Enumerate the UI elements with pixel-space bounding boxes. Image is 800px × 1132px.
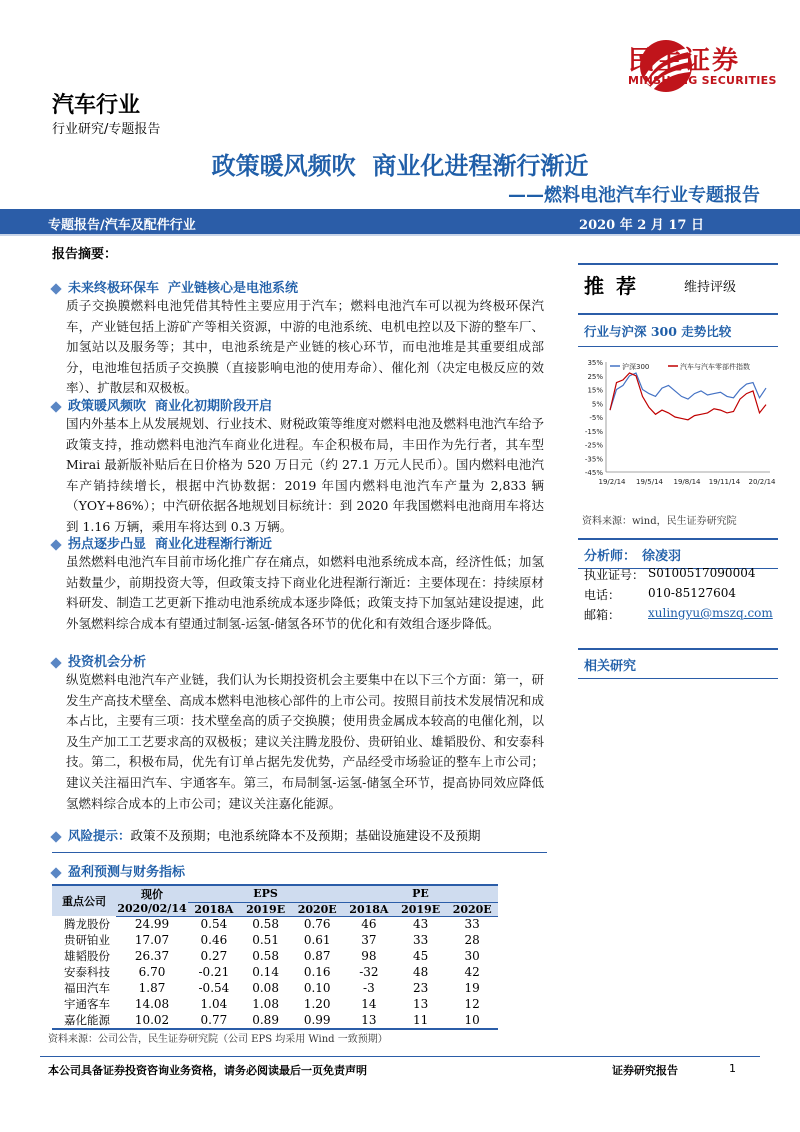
risk-label: 风险提示： <box>68 828 131 843</box>
table-cell: 0.76 <box>303 917 331 932</box>
report-date: 2020 年 2 月 17 日 <box>579 218 704 233</box>
col-header: 2019E <box>240 902 292 916</box>
col-header: 2018A <box>188 902 240 916</box>
legend-label: 沪深300 <box>622 363 650 371</box>
section-body: 纵览燃料电池汽车产业链，我们认为长期投资机会主要集中在以下三个方面：第一，研发生产高技术壁垒、高成本燃料电池核心部件的上市公司。按照目前技术发展情况和成本占比，主要有三项：技术壁垒高的质子交换膜；使用贵金属成本较高的电催化剂，以及生产加工工艺要求高的双极板；建议关注腾龙股份、贵研铂业、雄韬股份、和安泰科技。第二，积极布局，优先有订单占据先发优势，产品经受市场验证的整车上市公司；建议关注福田汽车、宇通客车。第三，布局制氢-运氢-储氢全环节，提高协同效应降低氢燃料综合成本的上市公司；建议关注嘉化能源。 <box>66 672 544 811</box>
x-tick-label: 19/11/14 <box>708 478 741 486</box>
report-category: 专题报告/汽车及配件行业 <box>48 218 196 233</box>
company-name-cell: 安泰科技 <box>64 965 110 979</box>
section-title: 政策暖风频吹 商业化初期阶段开启 <box>68 399 273 414</box>
table-cell: 0.46 <box>200 933 228 947</box>
col-header: PE <box>343 885 498 902</box>
table-cell: 13 <box>412 997 429 1011</box>
table-cell: 0.61 <box>303 933 331 947</box>
analyst-label: 分析师： <box>584 549 637 564</box>
phone-value: 010-85127604 <box>648 586 737 600</box>
table-cell: 6.70 <box>138 965 166 979</box>
series-line-1 <box>610 373 766 420</box>
table-row <box>52 916 498 932</box>
diamond-bullet-icon <box>50 283 61 294</box>
table-cell: 1.08 <box>252 997 279 1011</box>
diamond-bullet-icon <box>50 539 61 550</box>
table-cell: 1.20 <box>303 997 331 1011</box>
divider <box>52 852 547 853</box>
col-header: 2018A <box>343 902 395 916</box>
rating-note: 维持评级 <box>684 280 737 295</box>
table-cell: 1.04 <box>200 997 228 1011</box>
table-cell: 10 <box>446 1012 498 1029</box>
table-cell: 26.37 <box>134 949 170 963</box>
table-cell: 0.08 <box>252 981 279 995</box>
table-cell: -0.54 <box>198 981 230 995</box>
table-cell: 33 <box>464 917 480 932</box>
table-cell: -32 <box>359 965 379 979</box>
company-name-cell: 雄韬股份 <box>64 949 110 963</box>
page-number: 1 <box>729 1062 736 1075</box>
email-label: 邮箱： <box>584 608 621 622</box>
diamond-bullet-icon <box>50 401 61 412</box>
table-cell: 0.58 <box>252 917 279 932</box>
company-name-cell: 宇通客车 <box>64 997 110 1011</box>
table-cell: 28 <box>464 933 480 947</box>
table-cell: 0.77 <box>188 1012 240 1029</box>
table-cell: 13 <box>343 1012 395 1029</box>
table-cell: 0.16 <box>303 965 331 979</box>
table-cell: 42 <box>464 965 480 979</box>
company-name-cell: 嘉化能源 <box>52 1012 116 1029</box>
report-subtitle: ——燃料电池汽车行业专题报告 <box>508 185 760 206</box>
col-header: 现价 <box>116 885 188 902</box>
table-row <box>52 1012 498 1029</box>
table-cell: 0.99 <box>291 1012 343 1029</box>
section-heading <box>52 395 272 414</box>
table-row <box>52 980 498 996</box>
company-name-cell: 腾龙股份 <box>64 917 110 931</box>
table-cell: 12 <box>464 997 480 1011</box>
footer-divider <box>40 1056 760 1057</box>
y-tick-label: 15% <box>587 386 603 395</box>
diamond-bullet-icon <box>50 831 61 842</box>
y-tick-label: -45% <box>584 469 603 477</box>
section-heading <box>52 533 272 552</box>
table-cell: 37 <box>361 933 377 947</box>
table-cell: 48 <box>412 965 429 979</box>
table-row <box>52 932 498 948</box>
table-cell: 45 <box>412 949 429 963</box>
table-cell: 98 <box>361 949 377 963</box>
financial-table <box>52 884 498 1030</box>
y-tick-label: 5% <box>591 400 603 409</box>
table-cell: 17.07 <box>134 933 170 947</box>
report-type: 行业研究/专题报告 <box>52 122 161 137</box>
y-tick-label: 35% <box>587 359 603 367</box>
y-tick-label: -5% <box>589 414 603 422</box>
diamond-bullet-icon <box>50 867 61 878</box>
col-header: 重点公司 <box>52 885 116 916</box>
cert-label: 执业证号： <box>584 568 645 582</box>
y-tick-label: -35% <box>584 455 603 464</box>
risk-text: 政策不及预期；电池系统降本不及预期；基础设施建设不及预期 <box>130 828 481 843</box>
logo-name-en: MINSHENG SECURITIES <box>628 74 777 87</box>
x-tick-label: 20/2/14 <box>748 478 776 486</box>
table-cell: 0.27 <box>200 949 228 963</box>
table-cell: 30 <box>464 949 480 963</box>
diamond-bullet-icon <box>50 657 61 668</box>
table-cell: -3 <box>363 981 375 995</box>
table-cell: 24.99 <box>134 917 170 932</box>
table-row <box>52 964 498 980</box>
rating: 推荐 <box>584 274 648 298</box>
table-row <box>52 996 498 1012</box>
table-cell: 10.02 <box>116 1012 188 1029</box>
section-title: 拐点逐步凸显 商业化进程渐行渐近 <box>68 537 273 552</box>
x-tick-label: 19/2/14 <box>598 478 626 486</box>
related-research-heading: 相关研究 <box>578 648 778 679</box>
table-cell: 0.10 <box>303 981 331 995</box>
y-tick-label: -25% <box>584 441 603 450</box>
legend-label: 汽车与汽车零部件指数 <box>680 363 750 371</box>
y-tick-label: 25% <box>587 372 603 381</box>
section-title: 投资机会分析 <box>68 655 147 670</box>
table-row <box>52 948 498 964</box>
table-cell: 23 <box>412 981 429 995</box>
table-cell: 0.51 <box>252 933 279 947</box>
email-link[interactable]: xulingyu@mszq.com <box>648 606 773 620</box>
risk-warning <box>52 826 552 844</box>
table-cell: 33 <box>412 933 429 947</box>
table-source: 资料来源：公司公告，民生证券研究院（公司 EPS 均采用 Wind 一致预期） <box>48 1034 388 1045</box>
col-header: 2020E <box>291 902 343 916</box>
section-body: 质子交换膜燃料电池凭借其特性主要应用于汽车；燃料电池汽车可以视为终极环保汽车，产业链包括上游矿产等相关资源，中游的电池系统、电机电控以及下游的整车厂、加氢站以及服务等；其中，电池系统是产业链的核心环节，而电池堆是其重要组成部分，电池堆包括质子交换膜（直接影响电池的使用寿命）、催化剂（决定电极反应的效率）、扩散层和双极板。 <box>66 298 544 396</box>
table-cell: 0.89 <box>240 1012 292 1029</box>
section-heading <box>52 277 298 296</box>
section-body: 国内外基本上从发展规划、行业技术、财税政策等维度对燃料电池及燃料电池汽车给予政策支持，推动燃料电池汽车商业化进程。车企积极布局，丰田作为先行者，其车型 Mirai 最新版补贴后在日价格为 520 万日元（约 27.1 万元人民币）。国内燃料电池汽车产销持续增长，根据中汽协数据：2019 年国内燃料电池汽车产量为 2,833 辆（YOY+86%）；中汽研依据各地规划目标统计：到 2020 年我国燃料电池商用车将达到 1.16 万辆，乘用车将达到 0.3 万辆。 <box>66 416 544 534</box>
table-cell: 0.54 <box>200 917 228 932</box>
company-name-cell: 贵研铂业 <box>64 933 110 947</box>
table-cell: 46 <box>361 917 377 932</box>
table-cell: 11 <box>395 1012 447 1029</box>
table-cell: 0.14 <box>252 965 279 979</box>
analyst-name: 徐凌羽 <box>642 549 682 564</box>
trend-chart <box>578 352 778 502</box>
x-tick-label: 19/5/14 <box>636 478 663 486</box>
industry-title: 汽车行业 <box>52 93 141 118</box>
section-heading <box>52 651 146 670</box>
col-header: 2020/02/14 <box>117 902 187 916</box>
section-title: 未来终极环保车 产业链核心是电池系统 <box>68 281 299 296</box>
table-cell: 14.08 <box>134 997 170 1011</box>
table-cell: 43 <box>412 917 429 932</box>
abstract-heading: 报告摘要： <box>52 247 118 262</box>
col-header: EPS <box>188 885 343 902</box>
table-cell: 0.87 <box>303 949 331 963</box>
fin-table-title: 盈利预测与财务指标 <box>68 865 186 880</box>
cert-value: S0100517090004 <box>648 566 756 580</box>
footer-doc-type: 证券研究报告 <box>612 1064 678 1077</box>
table-cell: 1.87 <box>138 981 166 995</box>
table-cell: 14 <box>361 997 377 1011</box>
table-cell: -0.21 <box>198 965 230 979</box>
footer-disclaimer: 本公司具备证券投资咨询业务资格，请务必阅读最后一页免责声明 <box>48 1064 367 1077</box>
series-line-0 <box>610 373 766 410</box>
col-header: 2020E <box>446 902 498 916</box>
col-header: 2019E <box>395 902 447 916</box>
chart-title: 行业与沪深 300 走势比较 <box>578 313 778 347</box>
fin-table-heading <box>52 861 185 880</box>
report-title: 政策暖风频吹 商业化进程渐行渐近 <box>211 152 589 180</box>
y-tick-label: -15% <box>584 427 603 436</box>
company-name-cell: 福田汽车 <box>64 981 110 995</box>
table-cell: 19 <box>464 981 480 995</box>
phone-label: 电话： <box>584 588 621 602</box>
section-body: 虽然燃料电池汽车目前市场化推广存在痛点，如燃料电池系统成本高，经济性低；加氢站数量少，前期投资大等，但政策支持下商业化进程渐行渐近：主要体现在：持续原材料研发、制造工艺更新下推动电池系统成本逐步降低；政策支持下加氢站建设提速，此外氢燃料综合成本有望通过制氢-运氢-储氢各环节的优化和有效组合逐步降低。 <box>66 554 544 631</box>
logo-name-cn: 民生证券 <box>628 46 741 76</box>
chart-source: 资料来源：wind，民生证券研究院 <box>582 516 737 527</box>
table-cell: 0.58 <box>252 949 279 963</box>
x-tick-label: 19/8/14 <box>673 478 701 486</box>
analyst-heading <box>578 538 778 569</box>
